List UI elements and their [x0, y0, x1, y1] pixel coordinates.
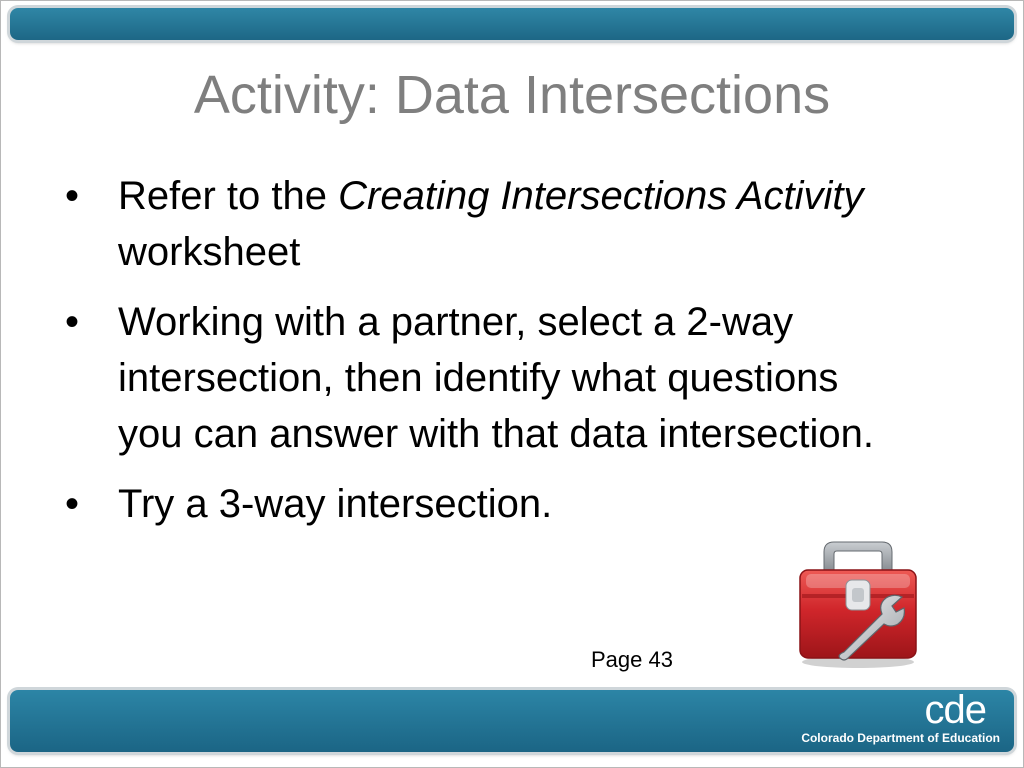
- bullet-dot: •: [64, 174, 79, 218]
- bullet-text: Try a 3-way intersection.: [118, 482, 553, 526]
- bullet-text: Working with a partner, select a 2-way intersection, then identify what questions you can answer with that data intersection.: [118, 300, 874, 456]
- cde-logo-mark: cde: [924, 688, 986, 732]
- bullet-text: [118, 174, 864, 274]
- footer-banner-bar: [10, 690, 1014, 752]
- page-reference: Page 43: [591, 647, 673, 672]
- cde-logo: [770, 688, 1000, 750]
- bullet-item-3-way: [62, 476, 902, 532]
- bullet-list: [62, 168, 902, 546]
- worksheet-title: Creating Intersections Activity: [338, 174, 864, 218]
- top-banner-bar: [10, 8, 1014, 40]
- bullet-dot: •: [64, 482, 79, 526]
- bullet-item-partner: [62, 294, 902, 462]
- cde-logo-text: Colorado Department of Education: [801, 731, 1000, 745]
- bullet-text-post: worksheet: [118, 230, 301, 274]
- bullet-item-worksheet: [62, 168, 902, 280]
- bullet-dot: •: [64, 300, 79, 344]
- bullet-text-pre: Refer to the: [118, 174, 339, 218]
- slide-title: Activity: Data Intersections: [193, 65, 831, 125]
- toolbox-wrench-icon: [796, 538, 920, 670]
